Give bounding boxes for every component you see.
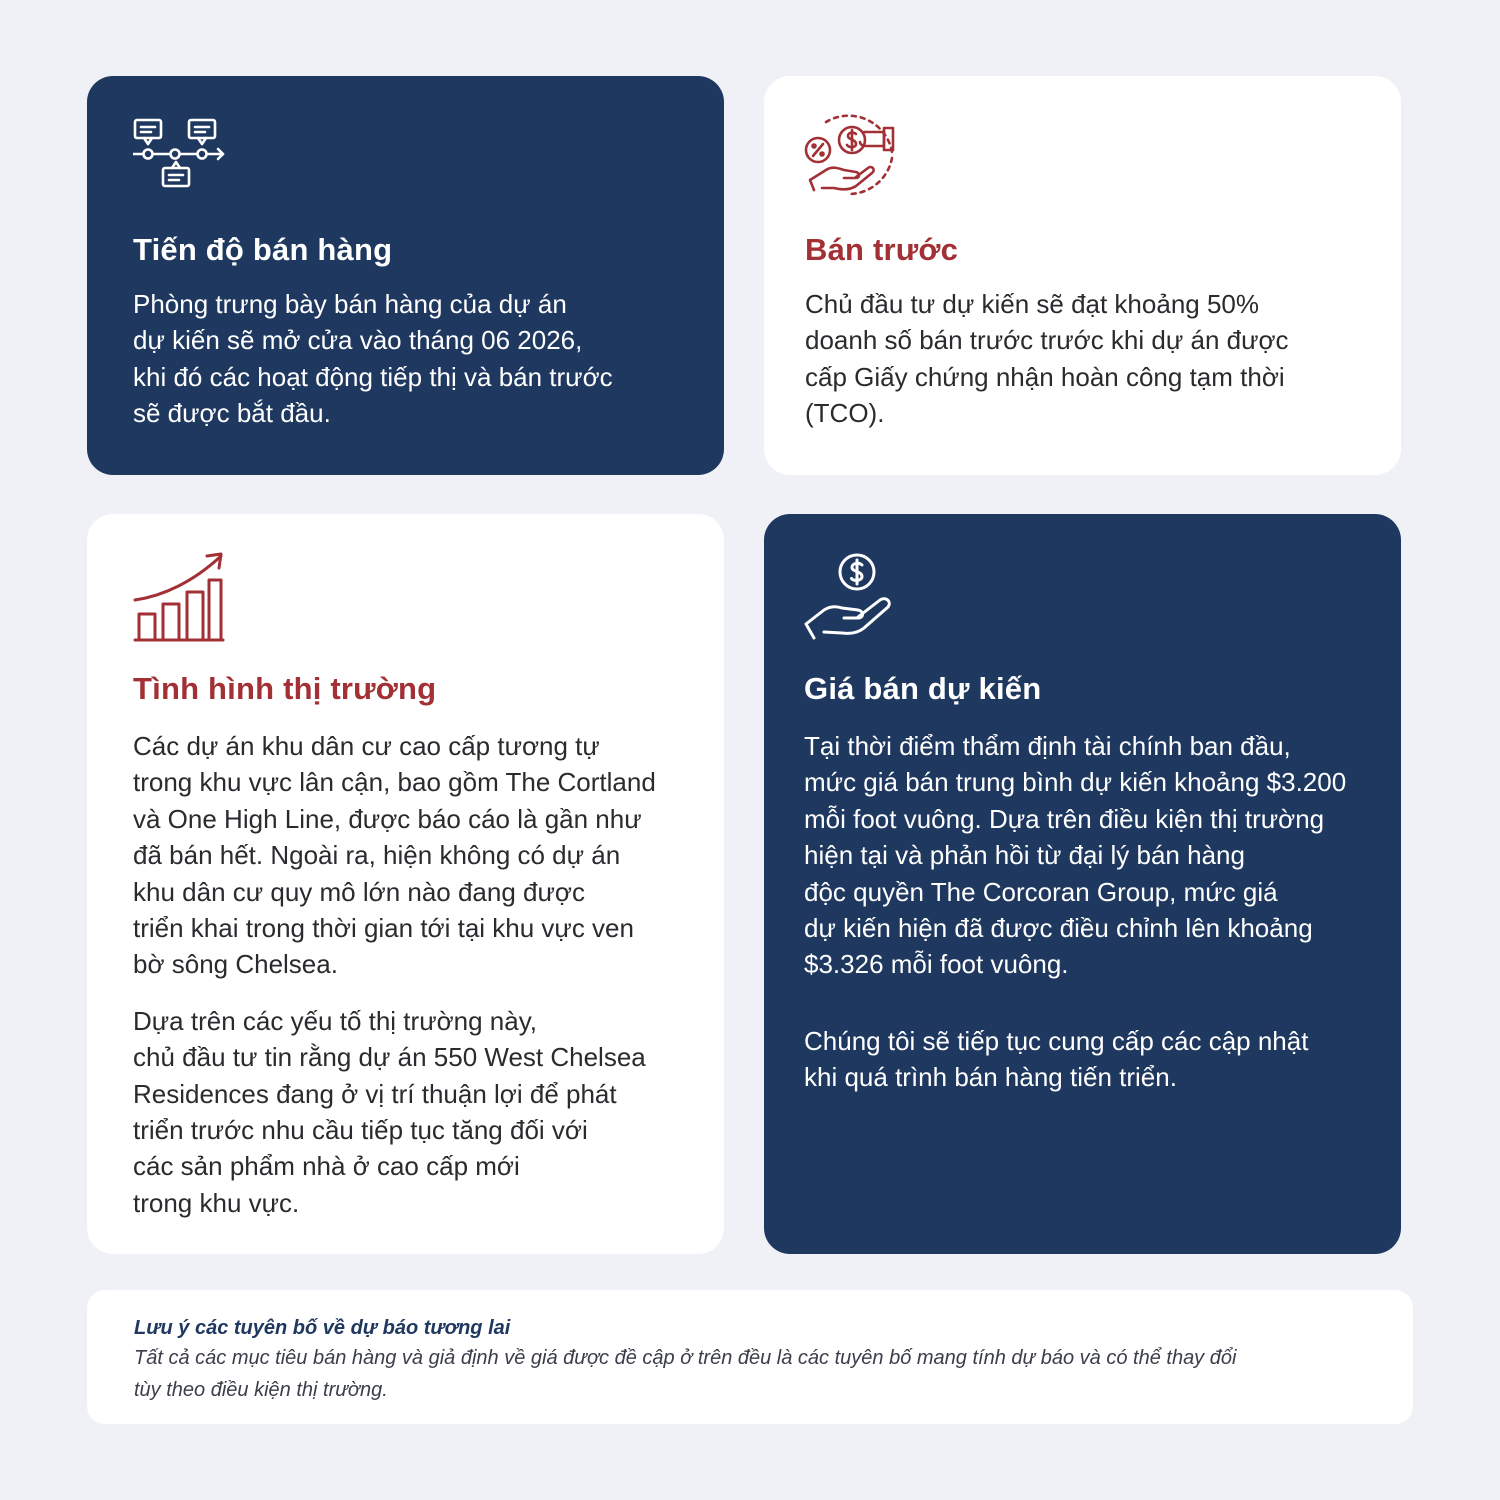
timeline-chat-icon [133,118,229,195]
body-line: Tại thời điểm thẩm định tài chính ban đầu, [804,731,1291,761]
body-line: Residences đang ở vị trí thuận lợi để phát [133,1078,617,1109]
body-line: sẽ được bắt đầu. [133,398,331,429]
body-paragraph [133,1003,714,1221]
body-paragraph [133,728,714,983]
body-line: Dựa trên các yếu tố thị trường này, [133,1005,538,1036]
note-line: Tất cả các mục tiêu bán hàng và giả định về giá được đề cập ở trên đều là các tuyên bố mang tính dự báo và có thể thay đổi [134,1347,1237,1369]
body-paragraph [804,1023,1391,1096]
sales-progress-card [87,76,724,475]
body-line: Chúng tôi sẽ tiếp tục cung cấp các cập nhật [804,1025,1309,1056]
body-line: khi đó các hoạt động tiếp thị và bán trước [133,361,613,392]
body-line: chủ đầu tư tin rằng dự án 550 West Chelsea [133,1042,646,1073]
body-paragraph [804,728,1391,983]
body-line: trong khu vực lân cận, bao gồm The Cortland [133,767,656,798]
body-line: hiện tại và phản hồi từ đại lý bán hàng [804,840,1245,871]
body-line: dự kiến sẽ mở cửa vào tháng 06 2026, [133,325,583,356]
body-line: triển khai trong thời gian tới tại khu vực ven [133,913,634,944]
body-line: Chủ đầu tư dự kiến sẽ đạt khoảng 50% [805,289,1259,319]
note-title: Lưu ý các tuyên bố về dự báo tương lai [134,1317,511,1339]
hand-dollar-icon [804,552,896,649]
note-line: tùy theo điều kiện thị trường. [134,1379,388,1401]
card-body [805,286,1377,432]
growth-chart-icon [133,552,227,649]
market-card [87,514,724,1254]
forward-looking-statement-note [87,1290,1413,1424]
body-line: bờ sông Chelsea. [133,949,338,980]
body-line: và One High Line, được báo cáo là gần như [133,803,642,834]
body-line: (TCO). [805,398,885,429]
body-line: khi quá trình bán hàng tiến triển. [804,1062,1177,1093]
body-line: trong khu vực. [133,1187,300,1218]
presale-card [764,76,1401,475]
body-line: mỗi foot vuông. Dựa trên điều kiện thị trường [804,803,1325,834]
body-line: độc quyền The Corcoran Group, mức giá [804,876,1278,907]
body-line: dự kiến hiện đã được điều chỉnh lên khoảng [804,913,1313,944]
card-body [804,728,1391,1096]
body-line: các sản phẩm nhà ở cao cấp mới [133,1151,520,1182]
body-line: doanh số bán trước trước khi dự án được [805,325,1289,356]
body-line: Các dự án khu dân cư cao cấp tương tự [133,731,600,761]
body-line: triển trước nhu cầu tiếp tục tăng đối với [133,1115,588,1146]
body-line: đã bán hết. Ngoài ra, hiện không có dự án [133,840,621,871]
body-line: khu dân cư quy mô lớn nào đang được [133,876,585,907]
card-body [133,286,700,432]
card-body [133,728,714,1221]
body-line: $3.326 mỗi foot vuông. [804,949,1069,980]
body-line: Phòng trưng bày bán hàng của dự án [133,289,567,319]
hand-coin-percent-icon [804,106,900,207]
card-title: Tình hình thị trường [133,671,437,706]
card-title: Bán trước [805,232,959,267]
expected-price-card [764,514,1401,1254]
body-line: cấp Giấy chứng nhận hoàn công tạm thời [805,361,1285,392]
body-line: mức giá bán trung bình dự kiến khoảng $3.200 [804,767,1347,798]
card-title: Giá bán dự kiến [804,671,1042,706]
card-title: Tiến độ bán hàng [133,232,393,267]
